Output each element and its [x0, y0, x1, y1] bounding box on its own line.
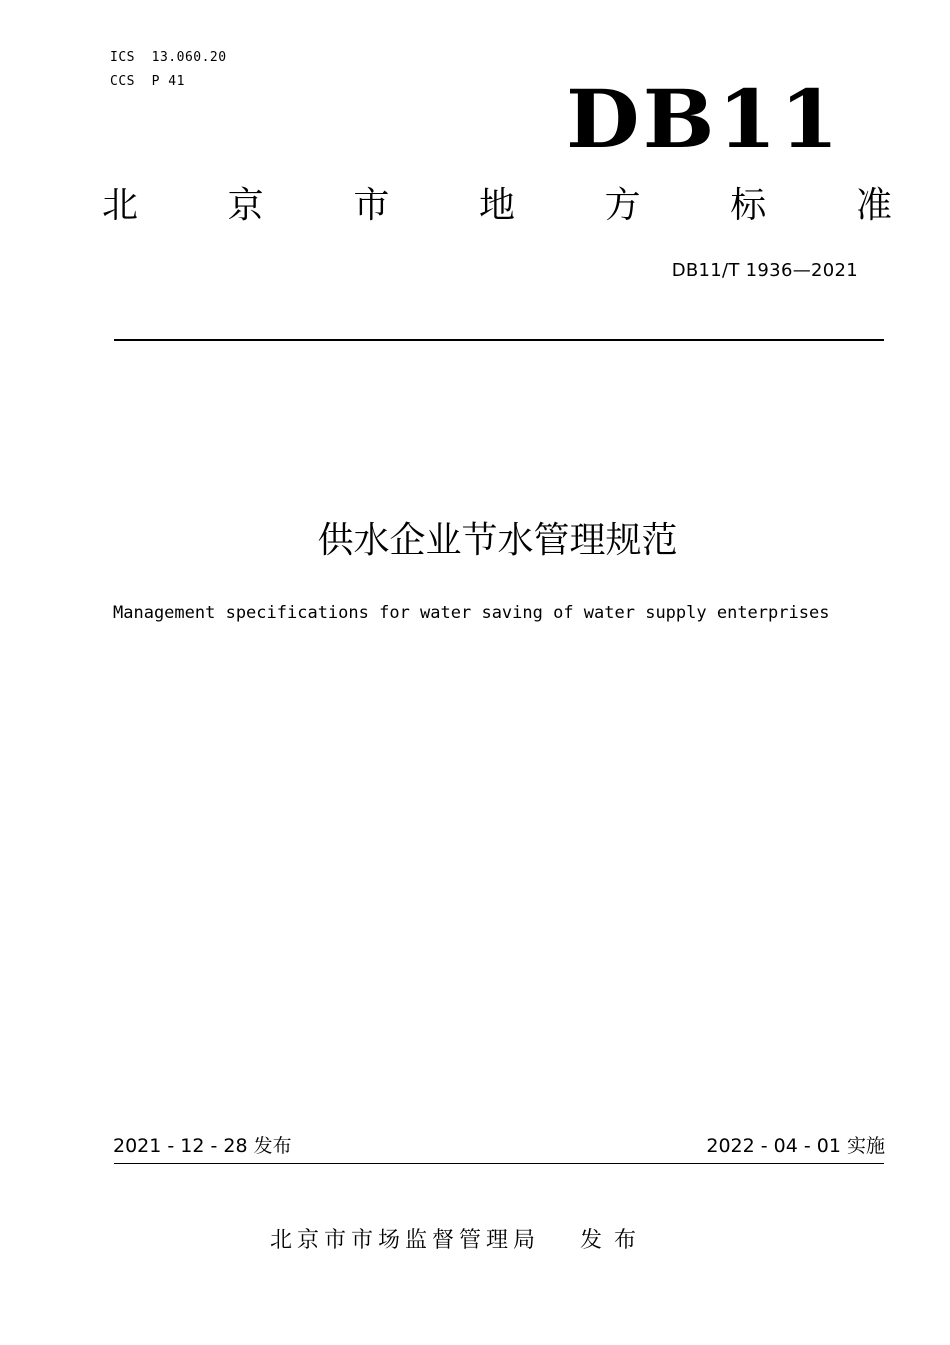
bottom-divider	[114, 1163, 884, 1164]
standard-type-char: 地	[478, 185, 515, 226]
issue-date: 2021 - 12 - 28 发布	[113, 1135, 292, 1157]
standard-number: DB11/T 1936—2021	[671, 260, 858, 281]
top-divider	[114, 339, 884, 341]
standard-type-char: 准	[855, 185, 892, 226]
classification-codes	[110, 46, 227, 94]
ics-code: ICS 13.060.20	[110, 50, 227, 65]
document-title-english: Management specifications for water saving of water supply enterprises	[113, 603, 830, 623]
document-title-chinese: 供水企业节水管理规范	[317, 520, 678, 561]
ccs-code: CCS P 41	[110, 74, 185, 89]
publisher-line	[270, 1224, 648, 1258]
standard-type-char: 京	[227, 185, 264, 226]
standard-type-char: 市	[353, 185, 390, 226]
standard-type-char: 方	[604, 185, 641, 226]
publisher-name: 北京市市场监督管理局	[270, 1228, 541, 1253]
date-row	[113, 1132, 885, 1160]
standard-type-char: 标	[730, 185, 767, 226]
db-logo: DB11	[566, 72, 842, 166]
implementation-date: 2022 - 04 - 01 实施	[706, 1135, 885, 1157]
publisher-suffix: 发布	[580, 1228, 649, 1253]
standard-type-char: 北	[102, 185, 139, 226]
standard-type-heading	[102, 182, 892, 230]
